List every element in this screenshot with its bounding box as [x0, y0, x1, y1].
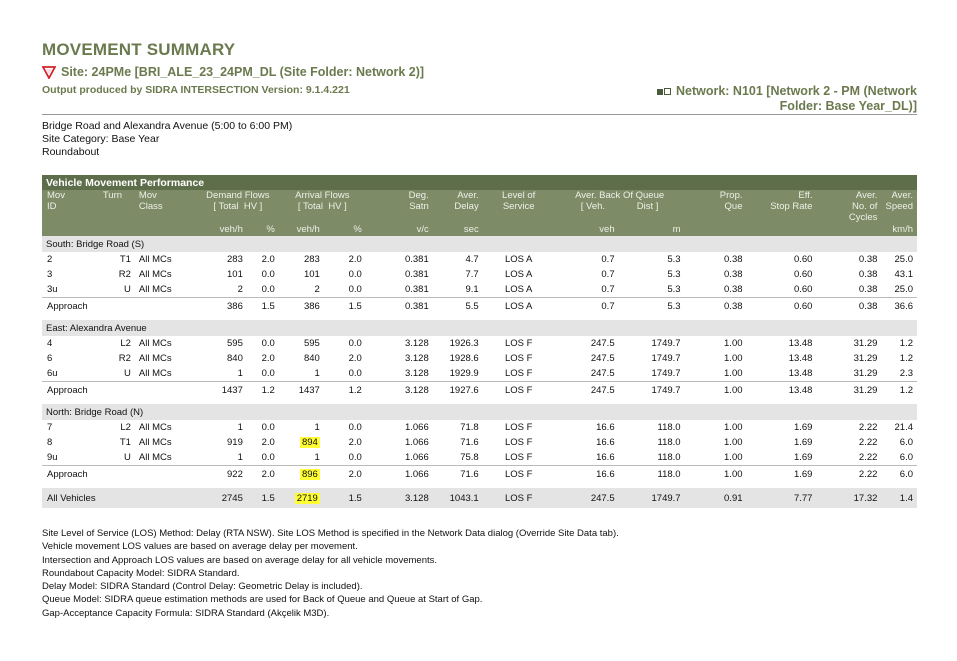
note: Vehicle movement LOS values are based on average delay per movement.	[42, 541, 358, 553]
cell-ahv: 1.5	[324, 488, 366, 508]
cell-dist: 1749.7	[651, 338, 681, 349]
notes	[42, 527, 619, 620]
section-name: South: Bridge Road (S)	[42, 236, 917, 252]
cell-turn: R2	[118, 353, 131, 364]
unit: m	[619, 223, 685, 236]
all-vehicles-row	[42, 488, 917, 508]
cell-at: 101	[303, 269, 320, 280]
table-row	[42, 336, 917, 351]
cell-turn: L2	[120, 338, 131, 349]
cell-dist: 118.0	[657, 452, 681, 463]
cell-ahv: 0.0	[348, 452, 362, 463]
cell-veh: 247.5	[590, 353, 615, 364]
cell-dhv: 2.0	[247, 466, 279, 483]
cell-mov-class: All MCs	[138, 368, 172, 379]
cell-mov-id: 3u	[47, 284, 58, 295]
cell-cyc: 2.22	[858, 437, 878, 448]
cell-cyc: 0.38	[858, 254, 878, 265]
col-aver-speed: Aver. Speed	[881, 190, 917, 223]
cell-eff: 13.48	[788, 338, 813, 349]
cell-dt: 840	[227, 353, 243, 364]
table-row	[42, 252, 917, 267]
section-row	[42, 320, 917, 336]
cell-deg: 0.381	[404, 269, 429, 280]
section-row	[42, 404, 917, 420]
cell-dist: 1749.7	[619, 488, 685, 508]
cell-spd: 43.1	[894, 269, 913, 280]
cell-deg: 1.066	[404, 452, 429, 463]
cell-veh: 16.6	[596, 422, 615, 433]
site-title: Site: 24PMe [BRI_ALE_23_24PM_DL (Site Folder: Network 2)]	[61, 65, 425, 79]
cell-delay: 7.7	[465, 269, 479, 280]
cell-mov-class: All MCs	[138, 269, 172, 280]
cell-mov-id: 9u	[47, 452, 58, 463]
cell-veh: 247.5	[555, 488, 619, 508]
cell-prop: 1.00	[685, 382, 747, 399]
col-arrival-flows: Arrival Flows [ Total HV ]	[279, 190, 366, 223]
cell-at	[279, 435, 324, 450]
cell-turn: U	[124, 284, 131, 295]
cell-dhv: 2.0	[261, 437, 275, 448]
cell-los: LOS F	[504, 353, 533, 364]
section-name: North: Bridge Road (N)	[42, 404, 917, 420]
cell-los: LOS A	[504, 254, 533, 265]
highlighted-value: 2719	[296, 492, 318, 504]
cell-deg: 1.066	[366, 466, 433, 483]
cell-mov-id: 6	[47, 353, 53, 364]
cell-cyc: 17.32	[816, 488, 881, 508]
cell-spd: 6.0	[881, 466, 917, 483]
cell-eff: 13.48	[788, 353, 813, 364]
cell-eff: 13.48	[788, 368, 813, 379]
cell-dhv: 0.0	[261, 452, 275, 463]
cell-dt: 101	[227, 269, 243, 280]
cell-spd: 6.0	[899, 452, 913, 463]
col-prop-que: Prop. Que	[685, 190, 747, 223]
cell-prop: 0.91	[685, 488, 747, 508]
cell-ahv: 0.0	[348, 368, 362, 379]
cell-dhv: 0.0	[261, 338, 275, 349]
cell-mov-id: 4	[47, 338, 53, 349]
cell-approach-label: Approach	[42, 382, 197, 399]
cell-prop: 0.38	[724, 254, 743, 265]
cell-prop: 1.00	[724, 353, 743, 364]
cell-delay: 71.8	[460, 422, 479, 433]
cell-delay: 75.8	[460, 452, 479, 463]
cell-deg: 3.128	[366, 488, 433, 508]
cell-los: LOS F	[504, 422, 533, 433]
cell-at	[279, 466, 324, 483]
network-heading	[657, 84, 917, 114]
cell-prop: 1.00	[724, 368, 743, 379]
table-header-row	[42, 190, 917, 223]
cell-cyc: 31.29	[853, 338, 878, 349]
site-info	[42, 120, 292, 159]
cell-delay: 1929.9	[449, 368, 479, 379]
table-row	[42, 420, 917, 435]
cell-dt: 1	[237, 368, 243, 379]
cell-dt: 2	[237, 284, 243, 295]
cell-eff: 0.60	[793, 254, 813, 265]
col-aver-delay: Aver. Delay	[433, 190, 483, 223]
cell-at: 595	[303, 338, 320, 349]
col-demand-flows: Demand Flows [ Total HV ]	[197, 190, 279, 223]
note: Roundabout Capacity Model: SIDRA Standard.	[42, 567, 240, 579]
table-row	[42, 450, 917, 466]
cell-los: LOS A	[504, 269, 533, 280]
cell-mov-id: 7	[47, 422, 53, 433]
table-body	[42, 236, 917, 508]
network-line-1: Network: N101 [Network 2 - PM (Network	[675, 84, 917, 98]
cell-dhv: 1.2	[247, 382, 279, 399]
cell-ahv: 1.5	[324, 298, 366, 315]
cell-prop: 1.00	[724, 422, 743, 433]
cell-mov-class: All MCs	[138, 452, 172, 463]
note: Site Level of Service (LOS) Method: Delay (RTA NSW). Site LOS Method is specified in the Network Data dialog (Override Site Data tab).	[42, 528, 619, 539]
cell-cyc: 31.29	[853, 353, 878, 364]
cell-dt: 1	[237, 422, 243, 433]
cell-at: 386	[279, 298, 324, 315]
intersection-type: Roundabout	[42, 146, 100, 158]
cell-eff: 1.69	[793, 437, 813, 448]
cell-eff: 1.69	[793, 422, 813, 433]
network-line-2: Folder: Base Year_DL)]	[779, 99, 917, 113]
cell-los: LOS F	[504, 452, 533, 463]
approach-row	[42, 466, 917, 483]
site-category: Site Category: Base Year	[42, 133, 160, 145]
cell-dist: 118.0	[657, 422, 681, 433]
cell-deg: 0.381	[366, 298, 433, 315]
cell-mov-id: 2	[47, 254, 53, 265]
unit: v/c	[366, 223, 433, 236]
cell-prop: 0.38	[724, 284, 743, 295]
cell-prop: 0.38	[724, 269, 743, 280]
cell-dhv: 1.5	[247, 298, 279, 315]
cell-dt: 922	[197, 466, 247, 483]
cell-mov-class: All MCs	[138, 338, 172, 349]
table-row	[42, 366, 917, 382]
cell-los: LOS F	[483, 466, 555, 483]
table-row	[42, 351, 917, 366]
cell-delay: 1928.6	[449, 353, 479, 364]
cell-turn: U	[124, 368, 131, 379]
cell-eff: 0.60	[747, 298, 817, 315]
cell-prop: 0.38	[685, 298, 747, 315]
cell-cyc: 31.29	[853, 368, 878, 379]
cell-veh: 16.6	[596, 452, 615, 463]
note: Queue Model: SIDRA queue estimation methods are used for Back of Queue and Queue at Start of Gap.	[42, 594, 483, 606]
cell-delay: 1926.3	[449, 338, 479, 349]
cell-dist: 118.0	[619, 466, 685, 483]
cell-delay: 71.6	[433, 466, 483, 483]
cell-mov-id: 6u	[47, 368, 58, 379]
table-row	[42, 282, 917, 298]
cell-at: 1	[314, 452, 320, 463]
cell-dt: 386	[197, 298, 247, 315]
approach-row	[42, 382, 917, 399]
cell-dist: 5.3	[619, 298, 685, 315]
cell-ahv: 0.0	[348, 338, 362, 349]
cell-dt: 1	[237, 452, 243, 463]
cell-dhv: 0.0	[261, 368, 275, 379]
cell-at	[279, 488, 324, 508]
unit: %	[324, 223, 366, 236]
cell-delay: 5.5	[433, 298, 483, 315]
cell-cyc: 2.22	[858, 452, 878, 463]
cell-ahv: 0.0	[348, 269, 362, 280]
cell-prop: 1.00	[685, 466, 747, 483]
cell-turn: R2	[118, 269, 131, 280]
cell-dhv: 1.5	[247, 488, 279, 508]
movement-performance-table	[42, 175, 917, 508]
cell-dist: 118.0	[657, 437, 681, 448]
unit: veh/h	[197, 223, 247, 236]
unit: veh/h	[279, 223, 324, 236]
cell-turn: T1	[119, 254, 131, 265]
cell-prop: 1.00	[724, 338, 743, 349]
table-units-row	[42, 223, 917, 236]
cell-veh: 0.7	[555, 298, 619, 315]
cell-veh: 0.7	[601, 269, 615, 280]
col-mov-class: Mov Class	[135, 190, 197, 223]
cell-spd: 25.0	[894, 284, 913, 295]
approach-row	[42, 298, 917, 315]
cell-eff: 7.77	[747, 488, 817, 508]
cell-dist: 5.3	[667, 269, 681, 280]
cell-spd: 1.2	[899, 338, 913, 349]
cell-cyc: 31.29	[816, 382, 881, 399]
highlighted-value: 896	[301, 468, 318, 480]
cell-veh: 0.7	[601, 254, 615, 265]
cell-deg: 3.128	[404, 338, 429, 349]
cell-veh: 247.5	[555, 382, 619, 399]
cell-eff: 1.69	[747, 466, 817, 483]
cell-dist: 1749.7	[619, 382, 685, 399]
cell-turn: U	[124, 452, 131, 463]
cell-approach-label: Approach	[42, 466, 197, 483]
cell-deg: 3.128	[404, 353, 429, 364]
cell-mov-class: All MCs	[138, 437, 172, 448]
cell-mov-class: All MCs	[138, 284, 172, 295]
cell-mov-id: 8	[47, 437, 53, 448]
cell-dhv: 0.0	[261, 422, 275, 433]
cell-turn: T1	[119, 437, 131, 448]
cell-veh: 16.6	[555, 466, 619, 483]
yield-sign-icon	[42, 66, 56, 79]
col-level-of-service: Level of Service	[483, 190, 555, 223]
col-back-of-queue: Aver. Back Of Queue [ Veh. Dist ]	[555, 190, 685, 223]
output-version: Output produced by SIDRA INTERSECTION Version: 9.1.4.221	[42, 84, 350, 96]
cell-at: 840	[303, 353, 320, 364]
note: Gap-Acceptance Capacity Formula: SIDRA Standard (Akçelik M3D).	[42, 607, 330, 619]
cell-approach-label: Approach	[42, 298, 197, 315]
cell-dhv: 2.0	[261, 353, 275, 364]
cell-spd: 6.0	[899, 437, 913, 448]
location: Bridge Road and Alexandra Avenue (5:00 to 6:00 PM)	[42, 120, 293, 132]
cell-los: LOS F	[504, 368, 533, 379]
cell-dist: 1749.7	[651, 368, 681, 379]
note: Delay Model: SIDRA Standard (Control Delay: Geometric Delay is included).	[42, 581, 363, 593]
cell-ahv: 2.0	[324, 466, 366, 483]
cell-dist: 5.3	[667, 284, 681, 295]
cell-dt: 1437	[197, 382, 247, 399]
cell-delay: 71.6	[460, 437, 479, 448]
cell-delay: 9.1	[465, 284, 479, 295]
cell-ahv: 0.0	[348, 284, 362, 295]
col-mov-id: Mov ID	[42, 190, 90, 223]
cell-los: LOS F	[483, 488, 555, 508]
cell-mov-id: 3	[47, 269, 53, 280]
cell-veh: 0.7	[601, 284, 615, 295]
unit: km/h	[881, 223, 917, 236]
cell-los: LOS F	[504, 437, 533, 448]
cell-at: 1	[314, 422, 320, 433]
cell-eff: 0.60	[793, 269, 813, 280]
cell-deg: 1.066	[404, 422, 429, 433]
cell-cyc: 2.22	[858, 422, 878, 433]
cell-ahv: 0.0	[348, 422, 362, 433]
cell-veh: 16.6	[596, 437, 615, 448]
cell-dhv: 2.0	[261, 254, 275, 265]
unit: %	[247, 223, 279, 236]
cell-dist: 5.3	[667, 254, 681, 265]
cell-cyc: 0.38	[816, 298, 881, 315]
cell-dt: 2745	[197, 488, 247, 508]
cell-prop: 1.00	[724, 437, 743, 448]
table-row	[42, 267, 917, 282]
cell-dt: 919	[227, 437, 243, 448]
highlighted-value: 894	[301, 437, 318, 448]
cell-ahv: 2.0	[348, 437, 362, 448]
cell-spd: 1.2	[881, 382, 917, 399]
cell-eff: 0.60	[793, 284, 813, 295]
cell-all-vehicles-label: All Vehicles	[42, 488, 197, 508]
cell-at: 1437	[279, 382, 324, 399]
section-row	[42, 236, 917, 252]
cell-spd: 1.2	[899, 353, 913, 364]
table-row	[42, 435, 917, 450]
cell-mov-class: All MCs	[138, 353, 172, 364]
cell-prop: 1.00	[724, 452, 743, 463]
cell-mov-class: All MCs	[138, 254, 172, 265]
cell-ahv: 2.0	[348, 254, 362, 265]
cell-dhv: 0.0	[261, 269, 275, 280]
col-eff-stop-rate: Eff. Stop Rate	[747, 190, 817, 223]
cell-spd: 25.0	[894, 254, 913, 265]
cell-dist: 1749.7	[651, 353, 681, 364]
cell-los: LOS A	[504, 284, 533, 295]
cell-cyc: 2.22	[816, 466, 881, 483]
cell-at: 1	[314, 368, 320, 379]
cell-turn: L2	[120, 422, 131, 433]
unit: veh	[555, 223, 619, 236]
cell-spd: 1.4	[881, 488, 917, 508]
cell-los: LOS A	[483, 298, 555, 315]
cell-dhv: 0.0	[261, 284, 275, 295]
cell-deg: 3.128	[404, 368, 429, 379]
cell-at: 283	[303, 254, 320, 265]
cell-delay: 1043.1	[433, 488, 483, 508]
cell-mov-class: All MCs	[138, 422, 172, 433]
cell-delay: 1927.6	[433, 382, 483, 399]
col-deg-satn: Deg. Satn	[366, 190, 433, 223]
page-title: MOVEMENT SUMMARY	[42, 40, 236, 59]
cell-delay: 4.7	[465, 254, 479, 265]
table-title: Vehicle Movement Performance	[42, 175, 917, 190]
note: Intersection and Approach LOS values are based on average delay for all vehicle movements.	[42, 554, 438, 566]
cell-cyc: 0.38	[858, 269, 878, 280]
cell-deg: 1.066	[404, 437, 429, 448]
cell-ahv: 1.2	[324, 382, 366, 399]
cell-ahv: 2.0	[348, 353, 362, 364]
section-name: East: Alexandra Avenue	[42, 320, 917, 336]
cell-deg: 0.381	[404, 284, 429, 295]
cell-los: LOS F	[504, 338, 533, 349]
cell-at: 2	[314, 284, 320, 295]
unit: sec	[433, 223, 483, 236]
cell-eff: 13.48	[747, 382, 817, 399]
cell-eff: 1.69	[793, 452, 813, 463]
network-icon	[657, 88, 671, 95]
cell-spd: 21.4	[894, 422, 913, 433]
col-turn: Turn	[90, 190, 135, 223]
cell-dt: 283	[227, 254, 243, 265]
cell-dt: 595	[227, 338, 243, 349]
table-title-row	[42, 175, 917, 190]
cell-deg: 0.381	[404, 254, 429, 265]
cell-spd: 36.6	[881, 298, 917, 315]
cell-deg: 3.128	[366, 382, 433, 399]
cell-los: LOS F	[483, 382, 555, 399]
cell-spd: 2.3	[899, 368, 913, 379]
header-divider	[42, 114, 917, 115]
col-no-of-cycles: Aver. No. of Cycles	[816, 190, 881, 223]
site-heading	[42, 65, 424, 79]
cell-veh: 247.5	[590, 338, 615, 349]
cell-cyc: 0.38	[858, 284, 878, 295]
cell-veh: 247.5	[590, 368, 615, 379]
